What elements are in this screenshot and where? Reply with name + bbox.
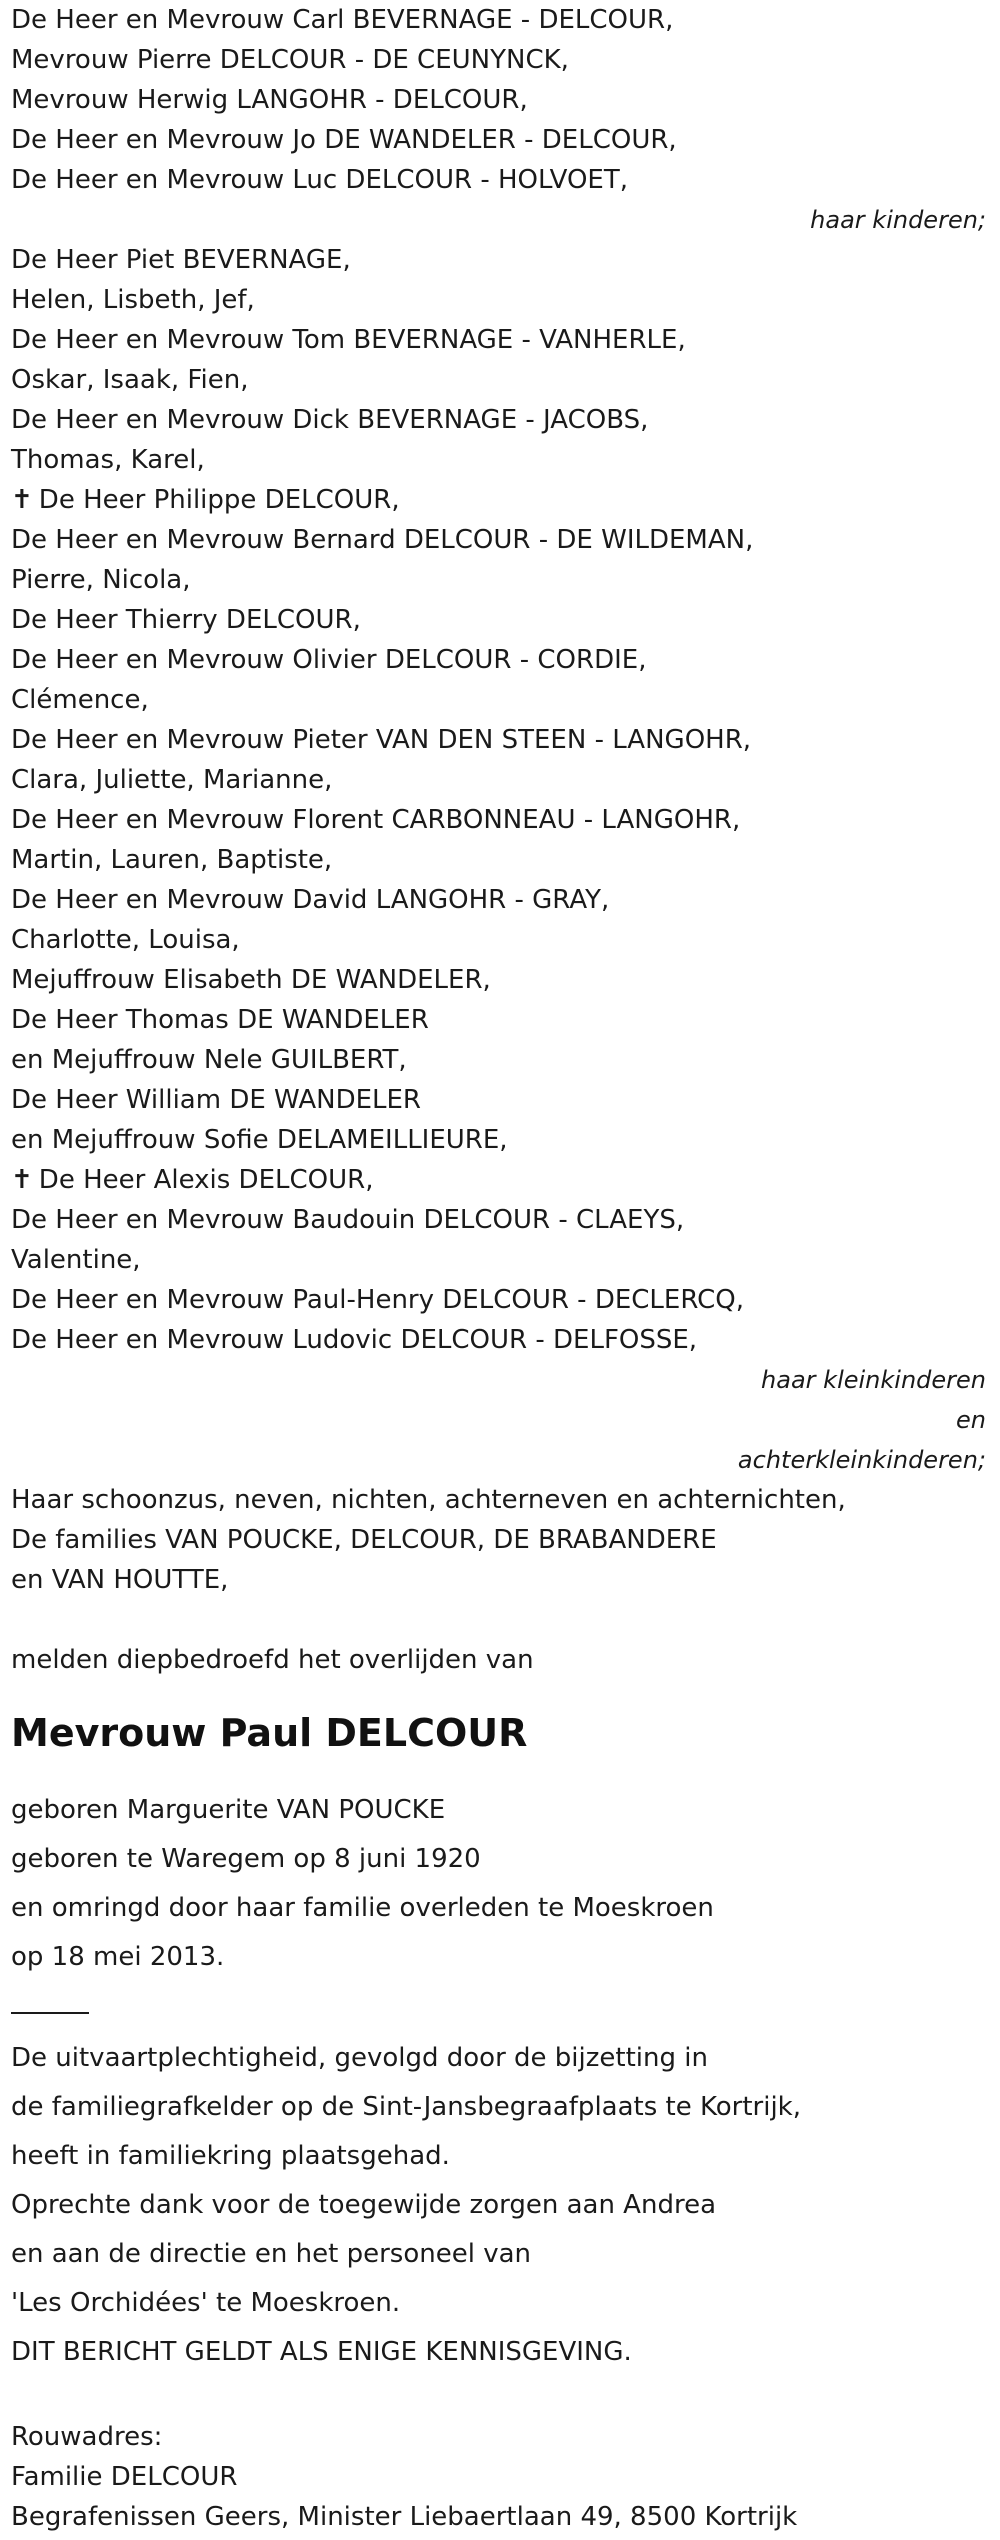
detail-line: op 18 mei 2013. <box>11 1942 225 1972</box>
family-line: De families VAN POUCKE, DELCOUR, DE BRABANDERE <box>11 1525 717 1555</box>
address-line: Familie DELCOUR <box>11 2462 238 2492</box>
family-line: De Heer en Mevrouw Paul-Henry DELCOUR - DECLERCQ, <box>11 1285 744 1315</box>
family-line: De Heer Thierry DELCOUR, <box>11 605 361 635</box>
detail-line: geboren te Waregem op 8 juni 1920 <box>11 1844 481 1874</box>
grandchildren-label: en <box>956 1406 986 1434</box>
family-line: Clémence, <box>11 685 149 715</box>
mourning-address <box>11 2417 991 2537</box>
family-line: De Heer en Mevrouw Dick BEVERNAGE - JACOBS, <box>11 405 649 435</box>
family-line: De Heer en Mevrouw Jo DE WANDELER - DELCOUR, <box>11 125 677 155</box>
announcement: melden diepbedroefd het overlijden van <box>11 1645 534 1675</box>
family-line: Pierre, Nicola, <box>11 565 191 595</box>
funeral-line: de familiegrafkelder op de Sint-Jansbegraafplaats te Kortrijk, <box>11 2092 801 2122</box>
family-line: Thomas, Karel, <box>11 445 205 475</box>
family-line: De Heer en Mevrouw Tom BEVERNAGE - VANHERLE, <box>11 325 686 355</box>
family-line: De Heer en Mevrouw Bernard DELCOUR - DE WILDEMAN, <box>11 525 754 555</box>
funeral-line: De uitvaartplechtigheid, gevolgd door de bijzetting in <box>11 2043 708 2073</box>
deceased-name: Mevrouw Paul DELCOUR <box>11 1711 528 1755</box>
family-line: Mevrouw Pierre DELCOUR - DE CEUNYNCK, <box>11 45 569 75</box>
family-line: Clara, Juliette, Marianne, <box>11 765 333 795</box>
family-line: De Heer en Mevrouw Florent CARBONNEAU - LANGOHR, <box>11 805 741 835</box>
family-line: De Heer Piet BEVERNAGE, <box>11 245 351 275</box>
grandchildren-list <box>11 240 991 1480</box>
grandchildren-label: achterkleinkinderen; <box>737 1446 986 1474</box>
family-line: en VAN HOUTTE, <box>11 1565 229 1595</box>
relatives-list <box>11 1480 991 1600</box>
family-line: Mejuffrouw Elisabeth DE WANDELER, <box>11 965 491 995</box>
deceased-details <box>11 1786 991 1982</box>
family-line: De Heer William DE WANDELER <box>11 1085 421 1115</box>
funeral-line: Oprechte dank voor de toegewijde zorgen aan Andrea <box>11 2190 716 2220</box>
family-line: Mevrouw Herwig LANGOHR - DELCOUR, <box>11 85 528 115</box>
grandchildren-label: haar kleinkinderen <box>761 1366 986 1394</box>
family-line: De Heer en Mevrouw Pieter VAN DEN STEEN - LANGOHR, <box>11 725 752 755</box>
family-line: ✝ De Heer Alexis DELCOUR, <box>11 1165 374 1195</box>
funeral-line: heeft in familiekring plaatsgehad. <box>11 2141 450 2171</box>
funeral-line: 'Les Orchidées' te Moeskroen. <box>11 2288 401 2318</box>
family-line: Haar schoonzus, neven, nichten, achterneven en achternichten, <box>11 1485 846 1515</box>
family-line: Oskar, Isaak, Fien, <box>11 365 249 395</box>
family-line: en Mejuffrouw Nele GUILBERT, <box>11 1045 407 1075</box>
family-line: Charlotte, Louisa, <box>11 925 240 955</box>
family-line: De Heer en Mevrouw Ludovic DELCOUR - DELFOSSE, <box>11 1325 698 1355</box>
family-line: Valentine, <box>11 1245 141 1275</box>
family-line: Martin, Lauren, Baptiste, <box>11 845 333 875</box>
family-line: De Heer en Mevrouw David LANGOHR - GRAY, <box>11 885 610 915</box>
funeral-line: en aan de directie en het personeel van <box>11 2239 531 2269</box>
family-line: De Heer en Mevrouw Luc DELCOUR - HOLVOET, <box>11 165 629 195</box>
detail-line: geboren Marguerite VAN POUCKE <box>11 1795 446 1825</box>
family-line: en Mejuffrouw Sofie DELAMEILLIEURE, <box>11 1125 508 1155</box>
family-line: ✝ De Heer Philippe DELCOUR, <box>11 485 400 515</box>
divider <box>11 2012 89 2014</box>
family-line: De Heer en Mevrouw Carl BEVERNAGE - DELCOUR, <box>11 5 674 35</box>
children-list <box>11 0 991 240</box>
family-line: De Heer Thomas DE WANDELER <box>11 1005 429 1035</box>
family-line: Helen, Lisbeth, Jef, <box>11 285 255 315</box>
funeral-info <box>11 2034 991 2377</box>
funeral-line: DIT BERICHT GELDT ALS ENIGE KENNISGEVING. <box>11 2337 632 2367</box>
obituary-notice <box>11 0 991 2537</box>
cross-icon: ✝ <box>11 1165 33 1195</box>
cross-icon: ✝ <box>11 485 33 515</box>
address-line: Begrafenissen Geers, Minister Liebaertlaan 49, 8500 Kortrijk <box>11 2502 798 2532</box>
family-line: De Heer en Mevrouw Olivier DELCOUR - CORDIE, <box>11 645 647 675</box>
family-line: De Heer en Mevrouw Baudouin DELCOUR - CLAEYS, <box>11 1205 685 1235</box>
detail-line: en omringd door haar familie overleden te Moeskroen <box>11 1893 714 1923</box>
address-line: Rouwadres: <box>11 2422 163 2452</box>
children-label: haar kinderen; <box>810 206 986 234</box>
